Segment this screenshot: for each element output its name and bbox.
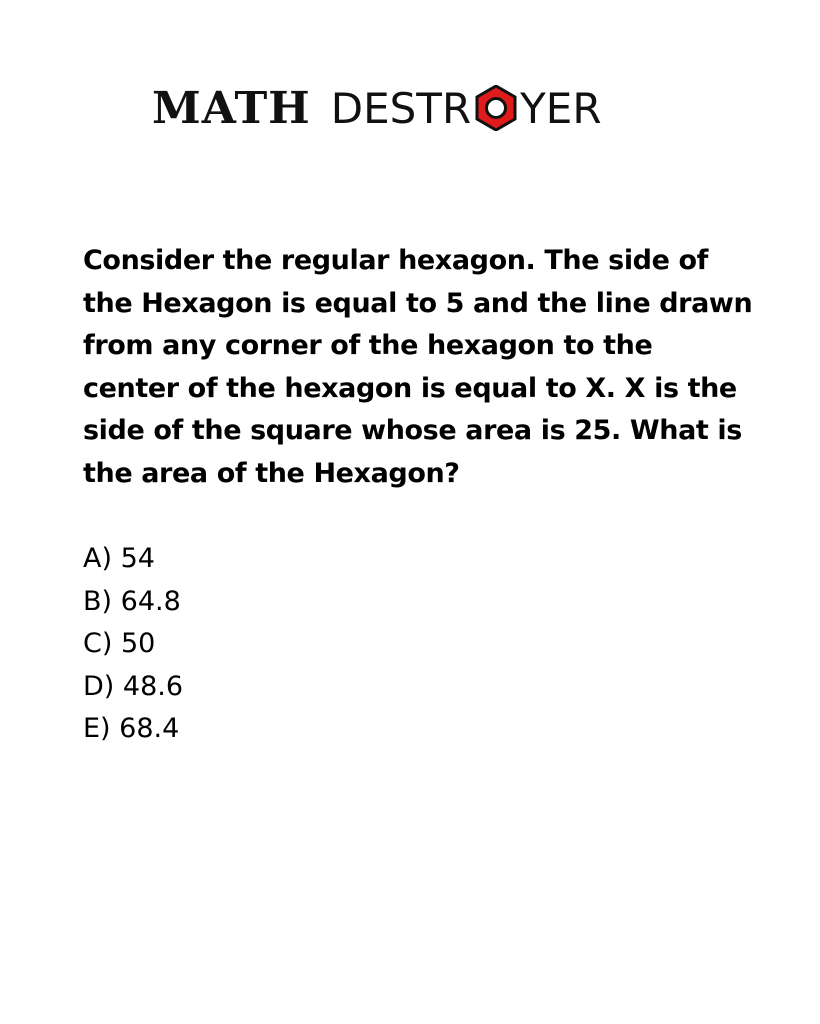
option-a: A) 54 bbox=[83, 543, 155, 574]
option-e: E) 68.4 bbox=[83, 713, 180, 744]
question-line: center of the hexagon is equal to X. X is the bbox=[83, 372, 737, 404]
logo-math-text: MATH bbox=[152, 82, 311, 134]
option-c: C) 50 bbox=[83, 628, 156, 659]
option-d: D) 48.6 bbox=[83, 670, 184, 702]
question-line: the Hexagon is equal to 5 and the line drawn bbox=[83, 287, 753, 319]
question-text bbox=[83, 240, 783, 495]
hex-nut-icon bbox=[473, 85, 519, 131]
logo-yer-text: YER bbox=[520, 83, 602, 133]
question-line: side of the square whose area is 25. What is bbox=[83, 415, 742, 446]
answer-options bbox=[83, 538, 183, 751]
option-b: B) 64.8 bbox=[83, 585, 181, 617]
question-line: Consider the regular hexagon. The side of bbox=[83, 245, 709, 276]
math-destroyer-logo bbox=[152, 80, 602, 136]
question-line: the area of the Hexagon? bbox=[83, 457, 460, 489]
logo-destr-text: DESTR bbox=[330, 83, 472, 133]
question-line: from any corner of the hexagon to the bbox=[83, 330, 653, 361]
